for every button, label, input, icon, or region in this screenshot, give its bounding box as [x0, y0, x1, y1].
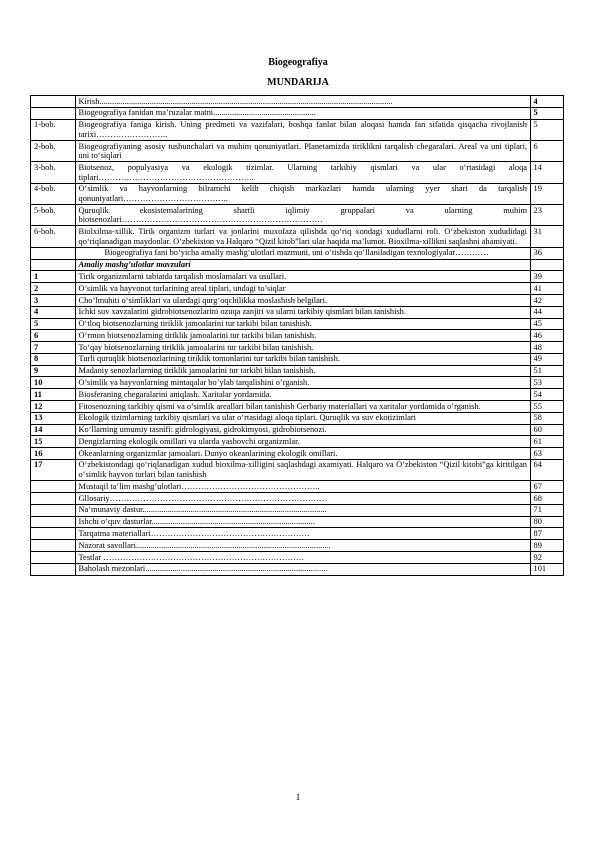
- practice-row: [31, 330, 564, 342]
- practice-row: [31, 271, 564, 283]
- entry-number: [31, 540, 76, 552]
- entry-page: 4: [530, 96, 564, 108]
- entry-page: 46: [530, 330, 564, 342]
- entry-page: 44: [530, 306, 564, 318]
- entry-number: 14: [31, 424, 76, 436]
- entry-title: O’simlik va hayvonot turlarining areal tiplari, undagi to’siqlar: [75, 283, 530, 295]
- entry-page: 60: [530, 424, 564, 436]
- entry-page: 42: [530, 294, 564, 306]
- entry-page: 45: [530, 318, 564, 330]
- entry-title: Kirish............................................................................................................................................: [75, 96, 530, 108]
- entry-number: 16: [31, 448, 76, 460]
- appendix-row: [31, 551, 564, 563]
- entry-page: 19: [530, 183, 564, 204]
- entry-number: [31, 528, 76, 540]
- entry-page: 31: [530, 226, 564, 247]
- entry-page: 87: [530, 528, 564, 540]
- entry-title: O‘zbekistondagi qo‘riqlanadigan xudud bioxilma-xilligini saqlashdagi axamiyati. Halqaro va O‘zbekiston “Qizil kitobi”ga kiritilgan o‘simlik hayvon turlari bilan tanishish: [75, 459, 530, 480]
- practice-row: [31, 342, 564, 354]
- toc-row: [31, 226, 564, 247]
- practice-row: [31, 294, 564, 306]
- entry-number: 4: [31, 306, 76, 318]
- entry-number: 8: [31, 353, 76, 365]
- entry-title: To‘qay biotsenozlarning tiriklik jamoalarini tur tarkibi bilan tanishish.: [75, 342, 530, 354]
- practice-row: [31, 448, 564, 460]
- entry-page: 41: [530, 283, 564, 295]
- practice-row: [31, 318, 564, 330]
- entry-page: 101: [530, 563, 564, 575]
- practice-row: [31, 283, 564, 295]
- entry-page: 14: [530, 162, 564, 183]
- entry-title: Fitosenozning tarkibiy qismi va o’simlik areallari bilan tanishish Gerbariy materiallari va xaritalar yordamida o’rganish.: [75, 400, 530, 412]
- entry-page: 51: [530, 365, 564, 377]
- entry-page: 39: [530, 271, 564, 283]
- entry-title: Ishchi o’quv dasturlar..............................................................................: [75, 516, 530, 528]
- toc-row: [31, 119, 564, 140]
- entry-page: 89: [530, 540, 564, 552]
- section-empty-cell: [530, 259, 564, 271]
- appendix-row: [31, 504, 564, 516]
- entry-number: 11: [31, 389, 76, 401]
- entry-number: 2: [31, 283, 76, 295]
- entry-number: 4-bob.: [31, 183, 76, 204]
- entry-title: Mustaqil ta’lim mashg’ulotlari…………………………………………..: [75, 481, 530, 493]
- section-empty-cell: [31, 259, 76, 271]
- entry-title: Tirik organizmlarni tabiatda tarqalish moslamalari va usullari.: [75, 271, 530, 283]
- entry-page: 36: [530, 247, 564, 259]
- appendix-row: [31, 481, 564, 493]
- section-row: [31, 259, 564, 271]
- entry-title: Baholash mezonlari.......................................................................................: [75, 563, 530, 575]
- entry-title: Cho’lmuhiti o‘simliklari va ulardagi qurg‘oqchilikka moslashish belgilari.: [75, 294, 530, 306]
- practice-row: [31, 412, 564, 424]
- toc-row: [31, 96, 564, 108]
- entry-title: O‘tloq biotsenozlarning tiriklik jamoalarini tur tarkibi bilan tanishish.: [75, 318, 530, 330]
- entry-number: 5: [31, 318, 76, 330]
- entry-number: 3: [31, 294, 76, 306]
- entry-number: 9: [31, 365, 76, 377]
- entry-title: Biolxilma-xillik. Tirik organizm turlari va jonlarini muxofaza qilishda qo‘riq xondagi xududlarni roli. O‘zbekiston xududidagi qo‘riqlanadigan maydonlar. O‘zbekiston va Halqaro “Qizil kitob”lari ular haqida ma’lumot. Bioxilma-xillikni saqlashni ahamiyati.: [75, 226, 530, 247]
- entry-number: 7: [31, 342, 76, 354]
- entry-page: 48: [530, 342, 564, 354]
- entry-number: 6-bob.: [31, 226, 76, 247]
- entry-title: Testlar ………………………………………………………………: [75, 551, 530, 563]
- entry-number: 17: [31, 459, 76, 480]
- practice-row: [31, 424, 564, 436]
- entry-number: 6: [31, 330, 76, 342]
- entry-page: 49: [530, 353, 564, 365]
- entry-title: O’simlik va hayvonlarning mintaqalar bo’ylab tarqalishini o’rganish.: [75, 377, 530, 389]
- toc-row: [31, 247, 564, 259]
- contents-table: [30, 95, 564, 576]
- entry-page: 63: [530, 448, 564, 460]
- toc-row: [31, 183, 564, 204]
- entry-title: Okeanlarning organizmlar jamoalari. Dunyo okeanlarining ekologik omillari.: [75, 448, 530, 460]
- entry-title: Madaniy senozlarlarning tiriklik jamoalarini tur tarkibi bilan tanishish.: [75, 365, 530, 377]
- page-number: 1: [295, 793, 301, 803]
- entry-number: 2-bob.: [31, 140, 76, 161]
- entry-page: 23: [530, 205, 564, 226]
- practice-row: [31, 306, 564, 318]
- entry-page: 61: [530, 436, 564, 448]
- entry-title: Na’munaviy dastur........................................................................................: [75, 504, 530, 516]
- entry-title: Ekologik tizimlarning tarkibiy qismlari va ular o‘rtasidagi aloqa tiplari. Quruqlik va suv ekotizimlari: [75, 412, 530, 424]
- appendix-row: [31, 528, 564, 540]
- entry-title: Gllosariy……………………………………………………………………: [75, 493, 530, 505]
- entry-number: [31, 551, 76, 563]
- entry-number: 1: [31, 271, 76, 283]
- toc-row: [31, 107, 564, 119]
- entry-title: Biosferaning chegaralarini aniqlash. Xaritalar yordamida.: [75, 389, 530, 401]
- entry-title: Ko‘llarning umumiy tasnifi: gidrologiyasi, gidrokimyosi, gidrobiotsenozi.: [75, 424, 530, 436]
- entry-title: Biogeografiya faniga kirish. Uning predmeti va vazifalari, boshqa fanlar bilan aloqasi hamda fan sifatida qisqacha rivojlanish tarixi……………………..: [75, 119, 530, 140]
- section-title: Amaliy mashg’ulotlar mavzulari: [75, 259, 530, 271]
- appendix-row: [31, 563, 564, 575]
- entry-number: [31, 96, 76, 108]
- entry-title: Dengizlarning ekologik omillari va ularda yashovchi organizmlar.: [75, 436, 530, 448]
- practice-row: [31, 389, 564, 401]
- entry-number: 3-bob.: [31, 162, 76, 183]
- entry-number: 10: [31, 377, 76, 389]
- entry-number: 1-bob.: [31, 119, 76, 140]
- entry-title: Turli quruqlik biotsenozlarining tiriklik tomonlarini tur tarkibi bilan tanishish.: [75, 353, 530, 365]
- toc-row: [31, 162, 564, 183]
- practice-row: [31, 377, 564, 389]
- entry-number: [31, 563, 76, 575]
- entry-page: 55: [530, 400, 564, 412]
- practice-row: [31, 400, 564, 412]
- entry-number: [31, 481, 76, 493]
- entry-number: [31, 107, 76, 119]
- entry-page: 68: [530, 493, 564, 505]
- document-title: Biogeografiya: [268, 57, 328, 68]
- entry-number: [31, 504, 76, 516]
- entry-title: Tarqatma materiallari…………………………………………………: [75, 528, 530, 540]
- toc-row: [31, 205, 564, 226]
- entry-number: [31, 247, 76, 259]
- entry-title: Biogeografiyaning asosiy tushunchalari va muhim qonuniyatlari. Planetamizda tiriklikni tarqalish chegaralari. Areal va uni tiplari, uni to‘siqlari: [75, 140, 530, 161]
- entry-title: Nazorat savollari.............................................................................................: [75, 540, 530, 552]
- entry-title: O‘rmon biotsenozlarning tiriklik jamoalarini tur tarkibi bilan tanishish.: [75, 330, 530, 342]
- entry-number: 13: [31, 412, 76, 424]
- entry-number: [31, 516, 76, 528]
- entry-number: 5-bob.: [31, 205, 76, 226]
- entry-page: 71: [530, 504, 564, 516]
- entry-page: 58: [530, 412, 564, 424]
- entry-page: 5: [530, 119, 564, 140]
- entry-number: 15: [31, 436, 76, 448]
- appendix-row: [31, 540, 564, 552]
- appendix-row: [31, 516, 564, 528]
- entry-page: 92: [530, 551, 564, 563]
- entry-page: 53: [530, 377, 564, 389]
- contents-table-body: [31, 96, 564, 576]
- entry-page: 54: [530, 389, 564, 401]
- entry-title: O‘simlik va hayvonlarning bilramchi kelib chiqish markazlari hamda ularning yyer shari da tarqalish qonuniyatlari………………………………..: [75, 183, 530, 204]
- entry-page: 6: [530, 140, 564, 161]
- entry-title: Quruqlik ekosistemalarining shartli iqlimiy gruppalari va ularning muhim biotsenozlari………………………………………………………………: [75, 205, 530, 226]
- entry-title: Ichki suv xavzalarini gidrobiotsenozlarini ozuqa zanjiri va ularni tarkibiy qismlari bilan tanishish.: [75, 306, 530, 318]
- entry-number: 12: [31, 400, 76, 412]
- practice-row: [31, 459, 564, 480]
- practice-row: [31, 353, 564, 365]
- entry-page: 67: [530, 481, 564, 493]
- entry-page: 5: [530, 107, 564, 119]
- entry-number: [31, 493, 76, 505]
- practice-row: [31, 436, 564, 448]
- contents-heading: MUNDARIJA: [267, 77, 329, 88]
- toc-row: [31, 140, 564, 161]
- entry-title: Biogeografiya fani bo‘yicha amaliy mashg‘ulotlari mazmuni, uni o‘tishda qo‘llaniladigan texnologiyalar…………: [75, 247, 530, 259]
- entry-title: Biogeografiya fanidan ma’ruzalar matni.................................................: [75, 107, 530, 119]
- entry-page: 80: [530, 516, 564, 528]
- entry-page: 64: [530, 459, 564, 480]
- entry-title: Biotsenoz, populyasiya va ekologik tizimlar. Ularning tarkibiy qismlari va ular o‘rtasidagi aloqa tiplari………………………………………………..: [75, 162, 530, 183]
- appendix-row: [31, 493, 564, 505]
- practice-row: [31, 365, 564, 377]
